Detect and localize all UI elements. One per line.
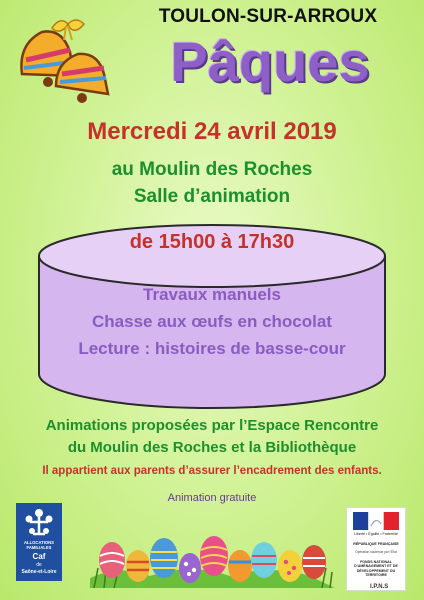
activity-item: Travaux manuels [143,285,281,304]
marianne-logo [346,507,406,591]
ipns-credit: I.P.N.S [370,584,389,590]
easter-bells-icon [12,14,112,110]
organizers-line-1: Animations proposées par l’Espace Rencontre [45,417,379,434]
caf-logo [16,503,62,581]
easter-eggs-icon [90,516,335,588]
caf-de: de [36,562,42,568]
free-note: Animation gratuite [167,492,257,504]
page-title: Pâques [170,30,370,93]
parents-note: Il appartient aux parents d’assurer l’encadrement des enfants. [42,465,382,477]
venue-line-2: Salle d’animation [133,186,291,207]
organizers-line-2: du Moulin des Roches et la Bibliothèque [67,439,357,456]
event-date: Mercredi 24 avril 2019 [87,118,337,145]
republique-name: RÉPUBLIQUE FRANÇAISE [353,542,399,546]
republique-subtitle: Opération soutenue par l’État [355,550,397,554]
event-hours: de 15h00 à 17h30 [129,231,295,253]
french-flag-icon [353,512,399,530]
republique-fund: FONDS NATIONAL D’AMÉNAGEMENT ET DE DÉVELOPPEMENT DU TERRITOIRE [354,560,398,577]
caf-label: ALLOCATIONS FAMILIALES [24,540,54,550]
activity-item: Chasse aux œufs en chocolat [92,312,332,331]
caf-family-icon [22,507,56,539]
venue-line-1: au Moulin des Roches [111,159,313,180]
caf-region: Saône-et-Loire [21,569,57,575]
republique-motto: Liberté • Égalité • Fraternité [354,532,398,536]
town-name: TOULON-SUR-ARROUX [158,6,378,27]
activity-item: Lecture : histoires de basse-cour [78,339,346,358]
caf-name: Caf [32,552,46,561]
